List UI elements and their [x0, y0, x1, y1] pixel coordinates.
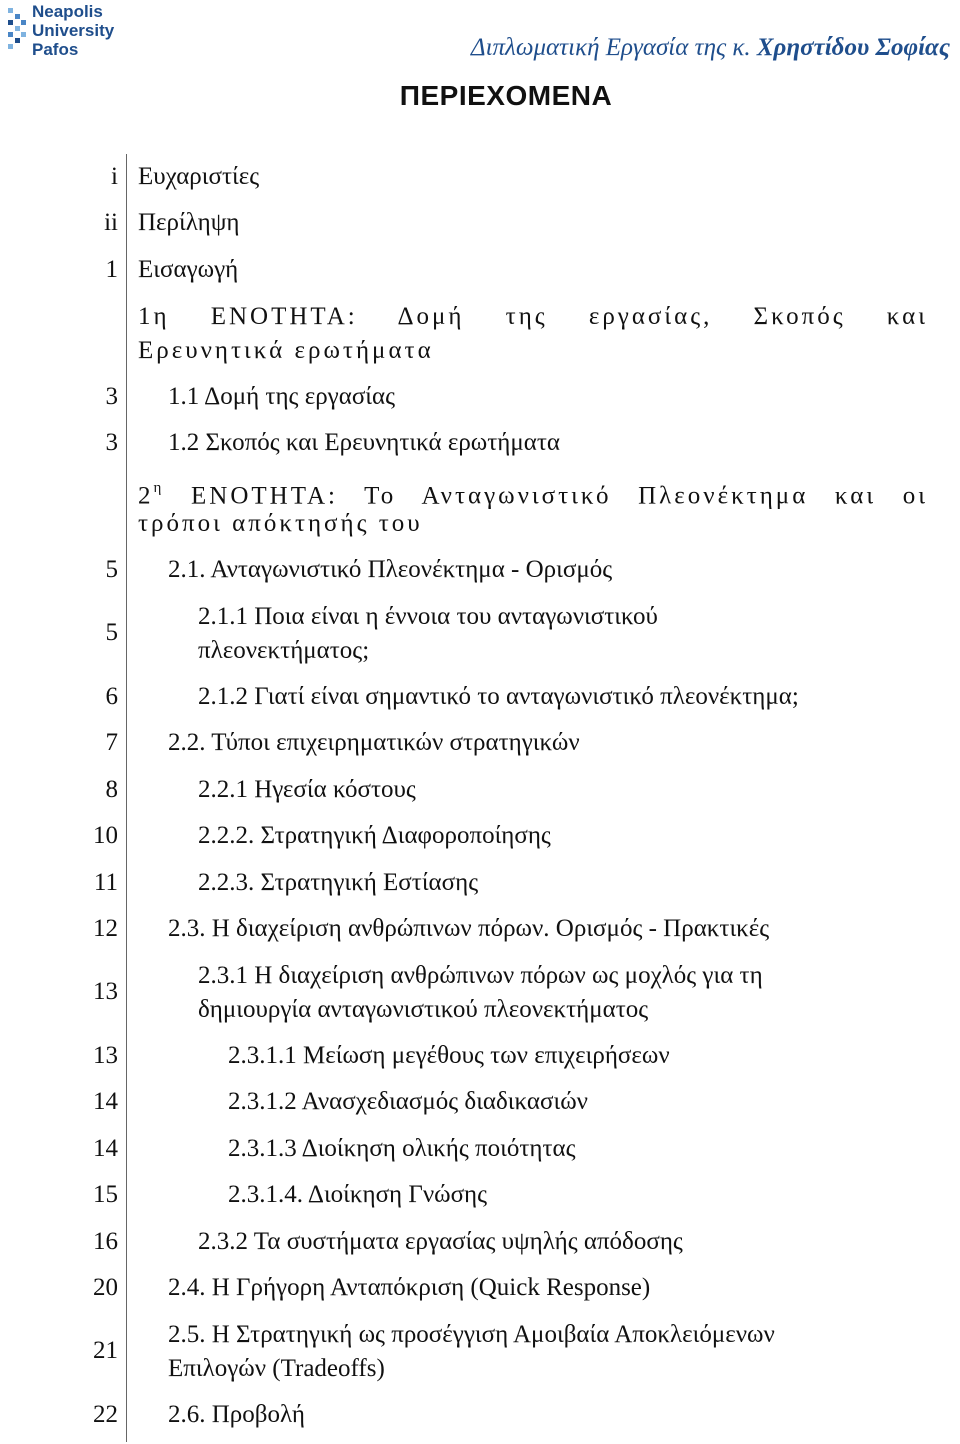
- toc-page-number: 13: [93, 978, 118, 1005]
- logo-line-1: Neapolis: [32, 2, 103, 21]
- toc-page-number: 14: [93, 1135, 118, 1162]
- toc-entry-text: 1η ΕΝΟΤΗΤΑ: Δομή της εργασίας, Σκοπός και: [138, 303, 928, 330]
- toc-entry-text: 2.3.1.4. Διοίκηση Γνώσης: [228, 1181, 488, 1208]
- toc-entry-text: 2.2.3. Στρατηγική Εστίασης: [198, 869, 479, 896]
- toc-entry-text: 2.3.1.3 Διοίκηση ολικής ποιότητας: [228, 1135, 576, 1162]
- toc-entry-text: 2.3.2 Τα συστήματα εργασίας υψηλής απόδοσης: [198, 1228, 683, 1255]
- toc-page-number: i: [111, 163, 118, 190]
- toc-entry-text: 2.3.1.2 Ανασχεδιασμός διαδικασιών: [228, 1088, 588, 1115]
- section-ordinal: η: [153, 480, 165, 496]
- toc-entry-text: 2.2.2. Στρατηγική Διαφοροποίησης: [198, 822, 551, 849]
- toc-entry-text: Περίληψη: [138, 209, 240, 236]
- toc-entry-text: 2.1.1 Ποια είναι η έννοια του ανταγωνιστικού: [198, 603, 658, 630]
- toc-entry-text: 2.6. Προβολή: [168, 1401, 305, 1428]
- toc-page-number: 1: [105, 256, 118, 283]
- toc-page-number: 10: [93, 822, 118, 849]
- toc-entry-text: 2.4. Η Γρήγορη Ανταπόκριση (Quick Response): [168, 1274, 651, 1301]
- toc-page-number: 3: [105, 383, 118, 410]
- university-logo: [6, 2, 126, 62]
- toc-entry-text: 2.3.1.1 Μείωση μεγέθους των επιχειρήσεων: [228, 1042, 670, 1069]
- toc-entry-text-line2: τρόποι απόκτησής του: [138, 510, 423, 537]
- toc-page-number: 11: [93, 869, 118, 896]
- toc-entry-text: 1.1 Δομή της εργασίας: [168, 383, 396, 410]
- toc-page-number: 7: [105, 729, 118, 756]
- toc-page-number: 5: [105, 556, 118, 583]
- toc-page-number: 13: [93, 1042, 118, 1069]
- toc-entry-text: 2.5. Η Στρατηγική ως προσέγγιση Αμοιβαία Αποκλειόμενων: [168, 1321, 775, 1348]
- toc-page-number: 3: [105, 429, 118, 456]
- toc-page-number: 20: [93, 1274, 118, 1301]
- toc-entry-text-line2: πλεονεκτήματος;: [198, 637, 370, 664]
- toc-entry-text: 2.3. Η διαχείριση ανθρώπινων πόρων. Ορισμός - Πρακτικές: [168, 915, 770, 942]
- toc-entry-text: 2.1.2 Γιατί είναι σημαντικό το ανταγωνιστικό πλεονέκτημα;: [198, 683, 799, 710]
- toc-page-number: 6: [105, 683, 118, 710]
- toc-page-number: 8: [105, 776, 118, 803]
- logo-line-3: Pafos: [32, 40, 79, 59]
- column-divider: [126, 154, 127, 1442]
- toc-entry-text: Εισαγωγή: [138, 256, 239, 283]
- section-title: ΕΝΟΤΗΤΑ: Το Ανταγωνιστικό Πλεονέκτημα και οι: [164, 482, 928, 510]
- toc-page-number: ii: [104, 209, 118, 236]
- running-header: [471, 34, 950, 62]
- toc-page-number: 16: [93, 1228, 118, 1255]
- toc-entry-text: 2.3.1 Η διαχείριση ανθρώπινων πόρων ως μοχλός για τη: [198, 962, 763, 989]
- toc-entry-text-line2: δημιουργία ανταγωνιστικού πλεονεκτήματος: [198, 996, 649, 1023]
- section-number: 2: [138, 482, 154, 510]
- toc-page-number: 14: [93, 1088, 118, 1115]
- logo-text: [32, 2, 114, 59]
- toc-entry-text: Ευχαριστίες: [138, 163, 260, 190]
- toc-page-number: 21: [93, 1337, 118, 1364]
- toc-page-number: 15: [93, 1181, 118, 1208]
- toc-title: ΠΕΡΙΕΧΟΜΕΝΑ: [399, 80, 613, 111]
- toc-page-number: 22: [93, 1401, 118, 1428]
- toc-page-number: 5: [105, 619, 118, 646]
- toc-entry-text: 2.2. Τύποι επιχειρηματικών στρατηγικών: [168, 729, 580, 756]
- page-title: [0, 80, 960, 112]
- running-header-prefix: Διπλωματική Εργασία της κ.: [470, 34, 757, 61]
- running-header-author: Χρηστίδου Σοφίας: [756, 34, 950, 61]
- toc-entry-text-line2: Ερευνητικά ερωτήματα: [138, 337, 434, 364]
- logo-mark-icon: [6, 8, 28, 54]
- logo-line-2: University: [32, 21, 115, 40]
- toc-page-number: 12: [93, 915, 118, 942]
- toc-entry-text-line2: Επιλογών (Tradeoffs): [168, 1355, 385, 1382]
- toc-entry-text: 1.2 Σκοπός και Ερευνητικά ερωτήματα: [168, 429, 561, 456]
- toc-entry-text: 2.1. Ανταγωνιστικό Πλεονέκτημα - Ορισμός: [168, 556, 613, 583]
- toc-entry-text: 2.2.1 Ηγεσία κόστους: [198, 776, 416, 803]
